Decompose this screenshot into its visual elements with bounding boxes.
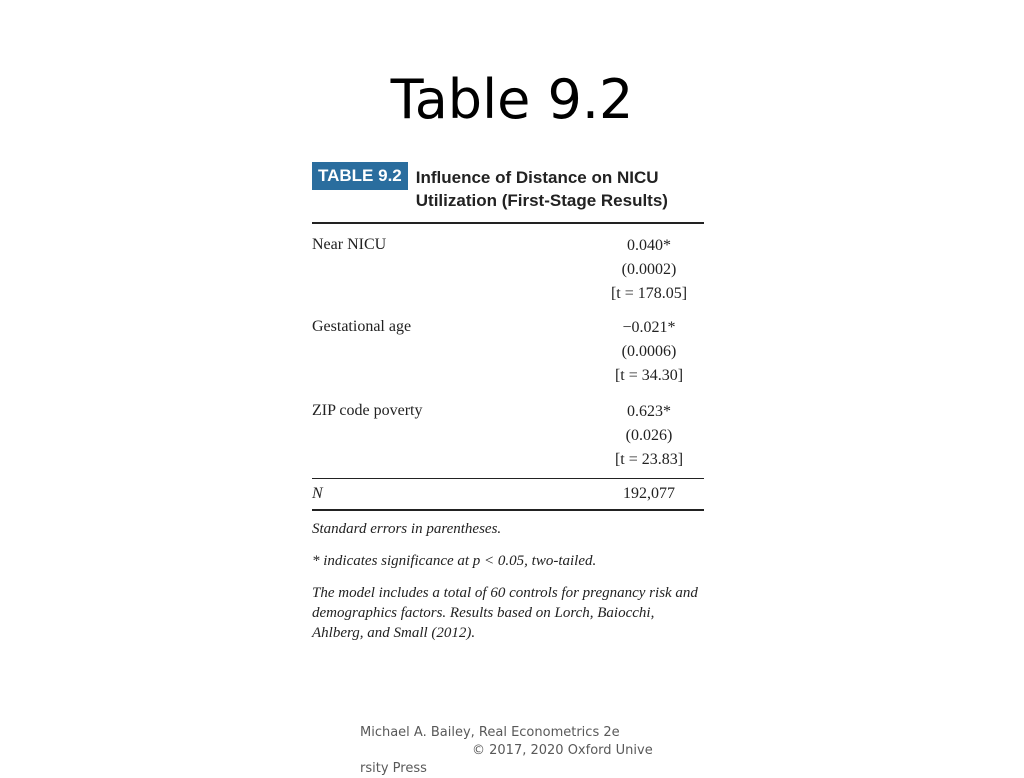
coefficient: 0.623* <box>627 403 671 420</box>
sample-size-value: 192,077 <box>623 485 675 502</box>
footer-publisher-line: rsity Press <box>360 761 427 776</box>
row-values-gestational-age <box>594 316 704 388</box>
slide-title: Table 9.2 <box>390 68 634 131</box>
table-bottom-rule <box>312 509 704 511</box>
table-row <box>312 388 704 478</box>
table-caption <box>416 166 668 212</box>
regression-table-figure <box>312 162 704 655</box>
note-significance: * indicates significance at p < 0.05, two-tailed. <box>312 553 597 569</box>
row-values-near-nicu <box>594 234 704 306</box>
table-row-sample-size <box>312 479 704 509</box>
standard-error: (0.026) <box>625 427 673 444</box>
footer-copyright-line: © 2017, 2020 Oxford Unive <box>472 743 653 758</box>
table-number-badge: TABLE 9.2 <box>312 162 408 190</box>
coefficient: −0.021* <box>622 319 676 336</box>
table-caption-line-2: Utilization (First-Stage Results) <box>415 191 668 210</box>
t-statistic: [t = 34.30] <box>614 367 684 384</box>
slide-footer <box>360 724 680 778</box>
row-label-near-nicu: Near NICU <box>312 236 387 253</box>
table-row <box>312 306 704 388</box>
note-standard-errors: Standard errors in parentheses. <box>312 521 502 537</box>
standard-error: (0.0002) <box>621 261 677 278</box>
sample-size-label: N <box>312 485 323 502</box>
standard-error: (0.0006) <box>621 343 677 360</box>
t-statistic: [t = 23.83] <box>614 451 684 468</box>
t-statistic: [t = 178.05] <box>610 285 688 302</box>
footer-author-line: Michael A. Bailey, Real Econometrics 2e <box>360 725 620 740</box>
table-notes <box>312 519 704 643</box>
row-label-gestational-age: Gestational age <box>312 318 412 335</box>
table-header <box>312 162 704 220</box>
coefficient: 0.040* <box>627 237 671 254</box>
row-label-zip-code-poverty: ZIP code poverty <box>312 402 423 419</box>
note-controls: The model includes a total of 60 controls for pregnancy risk and demographics factors. Results based on Lorch, Baiocchi, Ahlberg, and Small (2012). <box>312 585 698 641</box>
row-values-zip-code-poverty <box>594 400 704 472</box>
table-caption-line-1: Influence of Distance on NICU <box>415 168 659 187</box>
table-row <box>312 224 704 306</box>
